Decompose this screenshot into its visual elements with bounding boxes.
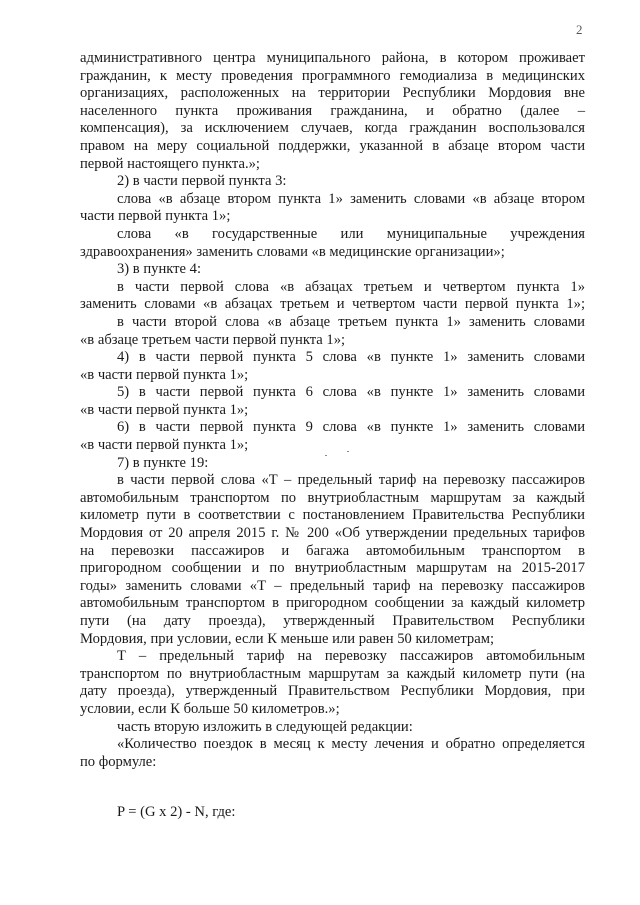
text-line: населенного пункта проживания гражданина, и обратно (далее – xyxy=(80,102,585,119)
text-line: пригородном сообщении и по внутриобластным маршрутам на 2015-2017 xyxy=(80,560,585,577)
text-line: 5) в части первой пункта 6 слова «в пункте 1» заменить словами xyxy=(117,384,585,401)
text-line: «в части первой пункта 1»; xyxy=(80,437,249,454)
text-line: Мордовия от 20 апреля 2015 г. № 200 «Об утверждении предельных тарифов xyxy=(80,525,585,542)
text-line: в части второй слова «в абзаце третьем пункта 1» заменить словами xyxy=(117,313,585,330)
text-line: «Количество поездок в месяц к месту лечения и обратно определяется xyxy=(117,736,585,753)
text-line: правом на меру социальной поддержки, указанной в абзаце втором части xyxy=(80,137,585,154)
text-line: Мордовия, при условии, если К меньше или равен 50 километрам; xyxy=(80,630,494,647)
text-line: годы» заменить словами «Т – предельный тариф на перевозку пассажиров xyxy=(80,577,585,594)
page-number: 2 xyxy=(576,22,583,37)
text-line: «в абзаце третьем части первой пункта 1»; xyxy=(80,331,346,348)
text-line: здравоохранения» заменить словами «в медицинские организации»; xyxy=(80,243,505,260)
text-line: 2) в части первой пункта 3: xyxy=(117,173,287,190)
text-line: 7) в пункте 19: xyxy=(117,454,209,471)
text-line: на перевозки пассажиров и багажа автомобильным транспортом в xyxy=(80,542,585,559)
text-line: части первой пункта 1»; xyxy=(80,208,231,225)
text-line: 4) в части первой пункта 5 слова «в пункте 1» заменить словами xyxy=(117,349,585,366)
text-line: «в части первой пункта 1»; xyxy=(80,401,249,418)
text-line: в части первой слова «Т – предельный тариф на перевозку пассажиров xyxy=(117,472,585,489)
scan-speck xyxy=(325,455,327,456)
text-line: по формуле: xyxy=(80,753,157,770)
text-line: километр пути в соответствии с постановлением Правительства Республики xyxy=(80,507,585,524)
text-line: пути (на дату проезда), утвержденный Правительством Республики xyxy=(80,613,585,629)
text-line: в части первой слова «в абзацах третьем и четвертом пункта 1» xyxy=(117,278,585,295)
text-line: административного центра муниципального района, в котором проживает xyxy=(80,50,585,66)
text-line: компенсация), за исключением случаев, когда гражданин воспользовался xyxy=(80,120,585,137)
text-line: условии, если К больше 50 километров.»; xyxy=(80,700,340,717)
formula: P = (G x 2) - N, где: xyxy=(117,804,236,820)
text-line: Т – предельный тариф на перевозку пассажиров автомобильным xyxy=(117,648,585,665)
text-line: слова «в государственные или муниципальные учреждения xyxy=(117,225,585,242)
text-line: 3) в пункте 4: xyxy=(117,261,202,278)
text-line: автомобильным транспортом по внутриобластным маршрутам за каждый xyxy=(80,489,585,506)
text-line: часть вторую изложить в следующей редакции: xyxy=(117,718,413,735)
text-line: дату проезда), утвержденный Правительством Республики Мордовия, при xyxy=(80,683,585,700)
text-line: автомобильным транспортом в пригородном сообщении за каждый километр xyxy=(80,595,585,612)
text-line: транспортом по внутриобластным маршрутам за каждый километр пути (на xyxy=(80,665,585,682)
text-line: первой настоящего пункта.»; xyxy=(80,155,260,172)
scan-speck xyxy=(347,451,349,452)
text-line: гражданин, к месту проведения программного гемодиализа в медицинских xyxy=(80,67,585,84)
text-line: заменить словами «в абзацах третьем и четвертом части первой пункта 1»; xyxy=(80,296,585,313)
document-body xyxy=(80,50,585,771)
text-line: «в части первой пункта 1»; xyxy=(80,366,249,383)
text-line: 6) в части первой пункта 9 слова «в пункте 1» заменить словами xyxy=(117,419,585,436)
text-line: организациях, расположенных на территории Республики Мордовия вне xyxy=(80,85,585,102)
text-line: слова «в абзаце втором пункта 1» заменить словами «в абзаце втором xyxy=(117,190,585,207)
